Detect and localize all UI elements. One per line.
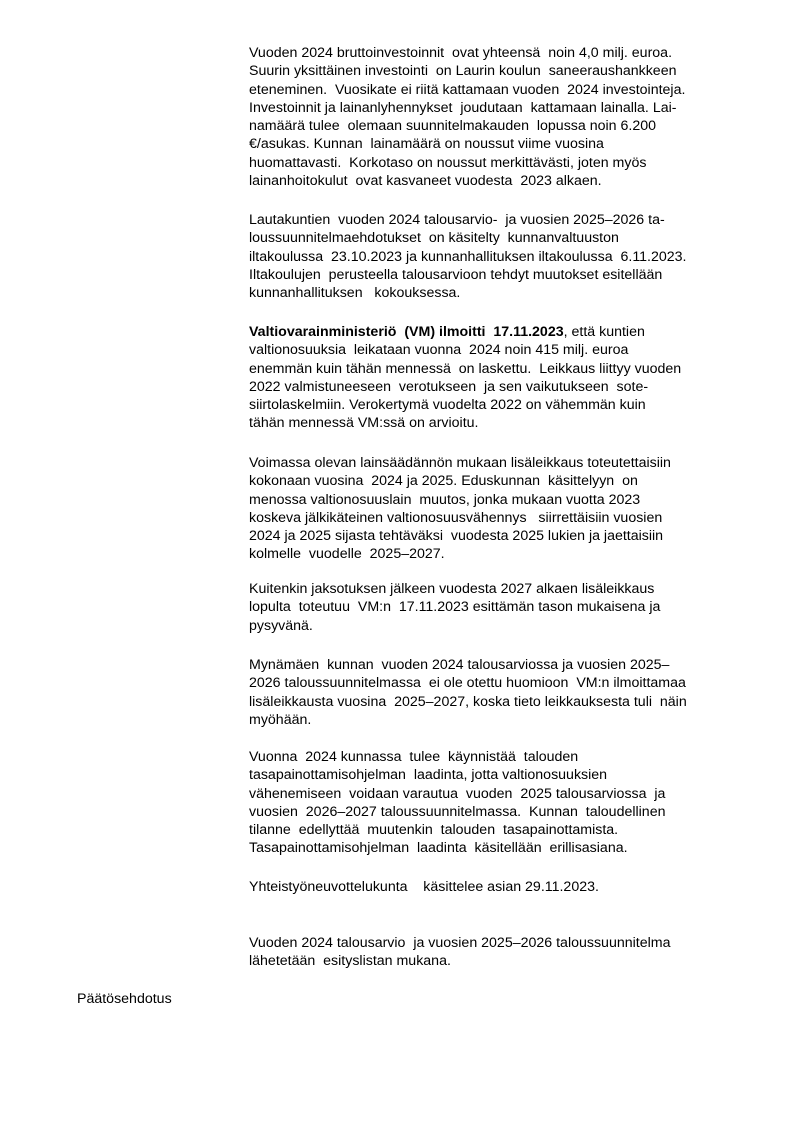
paragraph-line	[249, 323, 759, 341]
paragraph-legislation	[249, 454, 759, 564]
paragraph-line: lainanhoitokulut ovat kasvaneet vuodesta 2023 alkaen.	[249, 173, 602, 190]
paragraph-line: vuosien 2026–2027 taloussuunnitelmassa. Kunnan taloudellinen	[249, 803, 666, 820]
paragraph-line: Voimassa olevan lainsäädännön mukaan lisäleikkaus toteutettaisiin	[249, 455, 671, 471]
bold-lead: Valtiovarainministeriö (VM) ilmoitti 17.11.2023	[249, 324, 564, 340]
paragraph-line: loussuunnitelmaehdotukset on käsitelty kunnanvaltuuston	[249, 230, 619, 247]
paragraph-line: Suurin yksittäinen investointi on Laurin koulun saneeraushankkeen	[249, 63, 677, 80]
side-heading-decision-proposal: Päätösehdotus	[77, 991, 172, 1007]
paragraph-line: Lautakuntien vuoden 2024 talousarvio- ja vuosien 2025–2026 ta-	[249, 212, 665, 228]
paragraph-line: enemmän kuin tähän mennessä on laskettu. Leikkaus liittyy vuoden	[249, 360, 682, 377]
paragraph-line: eteneminen. Vuosikate ei riitä kattamaan vuoden 2024 investointeja.	[249, 81, 686, 98]
paragraph-line: valtionosuuksia leikataan vuonna 2024 noin 415 milj. euroa	[249, 342, 629, 359]
paragraph-line: kunnanhallituksen kokouksessa.	[249, 285, 461, 302]
paragraph-line: lähetetään esityslistan mukana.	[249, 953, 451, 970]
paragraph-committees	[249, 211, 759, 302]
paragraph-line: lisäleikkausta vuosina 2025–2027, koska tieto leikkauksesta tuli näin	[249, 693, 687, 710]
paragraph-line: tilanne edellyttää muutenkin talouden tasapainottamista.	[249, 822, 619, 839]
lead-rest: , että kuntien	[563, 324, 645, 340]
paragraph-sent-with-agenda	[249, 934, 759, 971]
paragraph-line: €/asukas. Kunnan lainamäärä on noussut viime vuosina	[249, 136, 604, 153]
paragraph-line: myöhään.	[249, 711, 312, 728]
paragraph-line: vähenemiseen voidaan varautua vuoden 2025 talousarviossa ja	[249, 785, 666, 802]
paragraph-line: kolmelle vuodelle 2025–2027.	[249, 546, 445, 563]
paragraph-line: koskeva jälkikäteinen valtionosuusvähennys siirrettäisiin vuosien	[249, 509, 663, 526]
paragraph-investments	[249, 44, 759, 190]
paragraph-line: Vuoden 2024 talousarvio ja vuosien 2025–2026 taloussuunnitelma	[249, 935, 671, 951]
paragraph-mynamaki-budget	[249, 656, 759, 729]
paragraph-line: Yhteistyöneuvottelukunta käsittelee asian 29.11.2023.	[249, 879, 599, 895]
paragraph-line: 2026 taloussuunnitelmassa ei ole otettu huomioon VM:n ilmoittamaa	[249, 675, 686, 692]
paragraph-line: kokonaan vuosina 2024 ja 2025. Eduskunnan käsittelyyn on	[249, 473, 638, 490]
paragraph-line: Mynämäen kunnan vuoden 2024 talousarviossa ja vuosien 2025–	[249, 657, 670, 673]
paragraph-line: lopulta toteutuu VM:n 17.11.2023 esittämän tason mukaisena ja	[249, 599, 661, 616]
paragraph-line: tähän mennessä VM:ssä on arvioitu.	[249, 415, 479, 432]
paragraph-line: Tasapainottamisohjelman laadinta käsitellään erillisasiana.	[249, 840, 628, 857]
paragraph-after-2027	[249, 580, 759, 635]
paragraph-balancing-program	[249, 748, 759, 858]
paragraph-line: Investoinnit ja lainanlyhennykset joudutaan kattamaan lainalla. Lai-	[249, 99, 677, 116]
paragraph-line: Vuoden 2024 bruttoinvestoinnit ovat yhteensä noin 4,0 milj. euroa.	[249, 45, 673, 61]
paragraph-line: pysyvänä.	[249, 617, 313, 634]
paragraph-line: 2022 valmistuneeseen verotukseen ja sen vaikutukseen sote-	[249, 378, 649, 395]
paragraph-line: siirtolaskelmiin. Verokertymä vuodelta 2022 on vähemmän kuin	[249, 397, 646, 414]
paragraph-line: Vuonna 2024 kunnassa tulee käynnistää talouden	[249, 749, 579, 765]
paragraph-line: Kuitenkin jaksotuksen jälkeen vuodesta 2027 alkaen lisäleikkaus	[249, 581, 655, 597]
paragraph-vm-announcement	[249, 323, 759, 433]
paragraph-line: namäärä tulee olemaan suunnitelmakauden lopussa noin 6.200	[249, 118, 656, 135]
paragraph-cooperation	[249, 878, 759, 896]
paragraph-line: menossa valtionosuuslain muutos, jonka mukaan vuotta 2023	[249, 491, 641, 508]
paragraph-line: iltakoulussa 23.10.2023 ja kunnanhallituksen iltakoulussa 6.11.2023.	[249, 248, 687, 265]
paragraph-line: 2024 ja 2025 sijasta tehtäväksi vuodesta 2025 lukien ja jaettaisiin	[249, 528, 664, 545]
paragraph-line: huomattavasti. Korkotaso on noussut merkittävästi, joten myös	[249, 154, 647, 171]
paragraph-line: Iltakoulujen perusteella talousarvioon tehdyt muutokset esitellään	[249, 266, 663, 283]
paragraph-line: tasapainottamisohjelman laadinta, jotta valtionosuuksien	[249, 767, 608, 784]
